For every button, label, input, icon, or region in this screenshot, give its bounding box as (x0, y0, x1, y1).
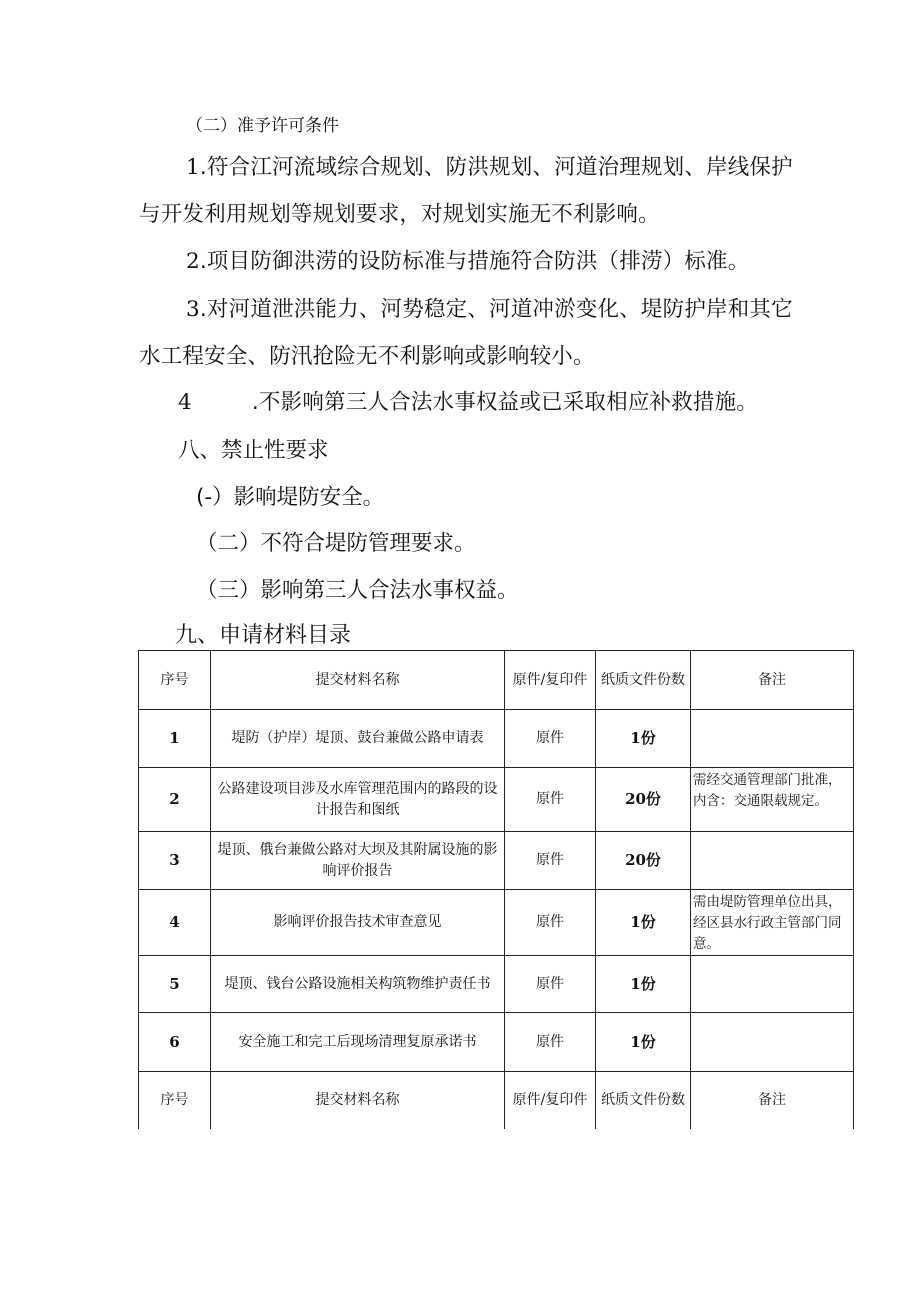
header-cell: 序号 (139, 651, 211, 710)
material-note: 需经交通管理部门批准，内含：交通限载规定。 (691, 768, 854, 832)
header-cell: 原件/复印件 (505, 1072, 596, 1129)
material-type: 原件 (505, 1013, 596, 1072)
condition-number: 4 (178, 390, 192, 415)
material-note (691, 710, 854, 768)
row-number: 4 (139, 890, 211, 956)
header-cell: 备注 (691, 1072, 854, 1129)
condition-number: 1 (186, 155, 200, 180)
prohibition-item: （二）不符合堤防管理要求。 (196, 531, 476, 556)
material-name: 公路建设项目涉及水库管理范围内的路段的设计报告和图纸 (211, 768, 505, 832)
condition-1-line-2: 与开发利用规划等规划要求，对规划实施无不利影响。 (139, 202, 660, 227)
condition-text: .不影响第三人合法水事权益或已采取相应补救措施。 (251, 390, 759, 415)
condition-number: 2 (186, 249, 200, 274)
condition-3-line-1 (186, 292, 793, 323)
copy-count: 1份 (596, 1013, 691, 1072)
material-name: 堤顶、钱台公路设施相关构筑物维护责任书 (211, 956, 505, 1013)
header-cell: 原件/复印件 (505, 651, 596, 710)
condition-2 (186, 244, 749, 275)
prohibition-item: （三）影响第三人合法水事权益。 (196, 578, 519, 603)
copy-count: 20份 (596, 832, 691, 890)
table-row (139, 768, 854, 832)
condition-number: 3 (186, 297, 200, 322)
copy-count: 1份 (596, 956, 691, 1013)
material-type: 原件 (505, 890, 596, 956)
table-header-row-repeat (139, 1072, 854, 1129)
table-row (139, 832, 854, 890)
row-number: 6 (139, 1013, 211, 1072)
condition-text: .符合江河流域综合规划、防洪规划、河道治理规划、岸线保护 (199, 155, 793, 180)
table-header-row (139, 651, 854, 710)
row-number: 3 (139, 832, 211, 890)
condition-text: .对河道泄洪能力、河势稳定、河道冲淤变化、堤防护岸和其它 (199, 297, 793, 322)
table-row (139, 956, 854, 1013)
copy-count: 20份 (596, 768, 691, 832)
material-type: 原件 (505, 832, 596, 890)
materials-heading: 九、申请材料目录 (175, 623, 352, 648)
row-number: 1 (139, 710, 211, 768)
condition-3-line-2: 水工程安全、防汛抢险无不利影响或影响较小。 (139, 344, 595, 369)
table-row (139, 890, 854, 956)
materials-table (138, 650, 854, 1129)
header-cell: 序号 (139, 1072, 211, 1129)
prohibitions-heading: 八、禁止性要求 (178, 438, 329, 463)
table-row (139, 1013, 854, 1072)
header-cell: 提交材料名称 (211, 651, 505, 710)
header-cell: 纸质文件份数 (596, 1072, 691, 1129)
condition-1-line-1 (186, 150, 793, 181)
row-number: 2 (139, 768, 211, 832)
material-type: 原件 (505, 710, 596, 768)
material-name: 影响评价报告技术审查意见 (211, 890, 505, 956)
prohibition-item: (-）影响堤防安全。 (196, 485, 385, 510)
material-name: 堤防（护岸）堤顶、鼓台兼做公路申请表 (211, 710, 505, 768)
material-note (691, 832, 854, 890)
header-cell: 提交材料名称 (211, 1072, 505, 1129)
copy-count: 1份 (596, 890, 691, 956)
row-number: 5 (139, 956, 211, 1013)
condition-4 (178, 385, 758, 416)
material-name: 安全施工和完工后现场清理复原承诺书 (211, 1013, 505, 1072)
sub-heading: （二）准予许可条件 (186, 116, 339, 136)
material-name: 堤顶、俄台兼做公路对大坝及其附属设施的影响评价报告 (211, 832, 505, 890)
material-type: 原件 (505, 956, 596, 1013)
header-cell: 备注 (691, 651, 854, 710)
material-note (691, 1013, 854, 1072)
table-row (139, 710, 854, 768)
material-type: 原件 (505, 768, 596, 832)
material-note (691, 956, 854, 1013)
header-cell: 纸质文件份数 (596, 651, 691, 710)
material-note: 需由堤防管理单位出具，经区县水行政主管部门同意。 (691, 890, 854, 956)
copy-count: 1份 (596, 710, 691, 768)
condition-text: .项目防御洪涝的设防标准与措施符合防洪（排涝）标准。 (199, 249, 750, 274)
